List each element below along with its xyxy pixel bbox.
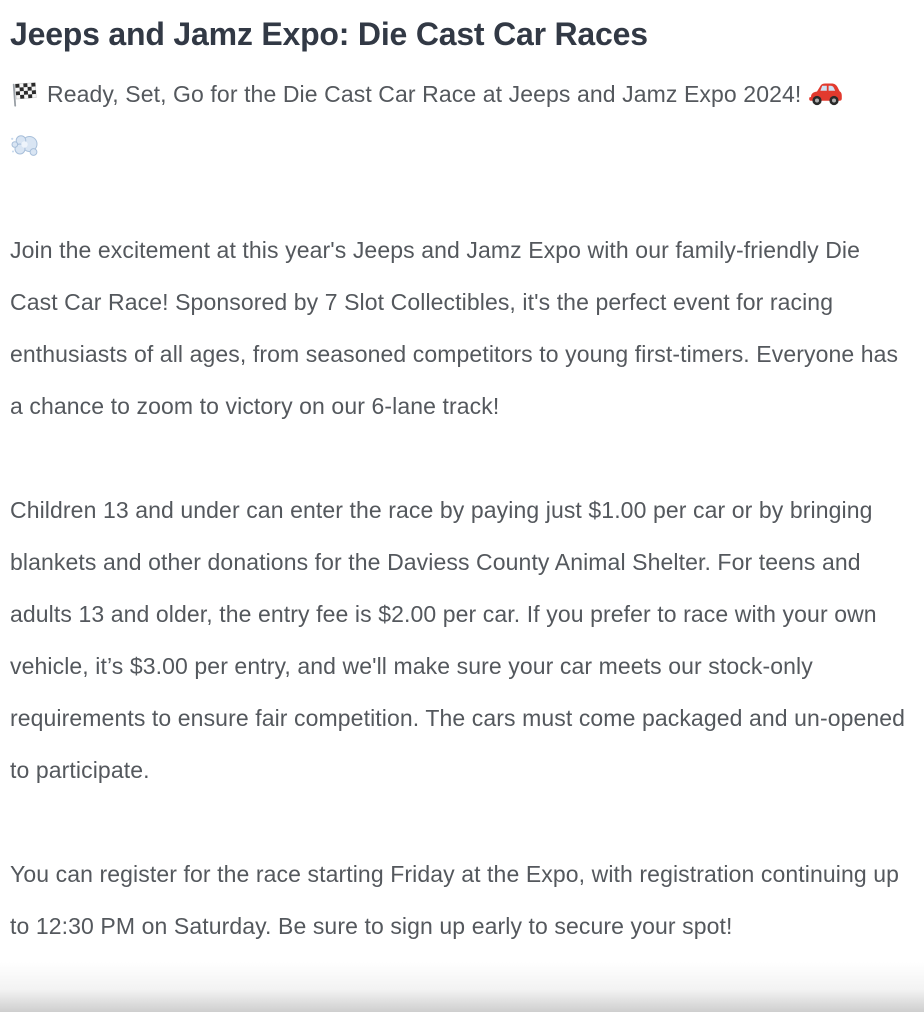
paragraph-event-overview: Join the excitement at this year's Jeeps and Jamz Expo with our family-friendly Die Cast Car Race! Sponsored by 7 Slot Collectibles, it's the perfect event for racing enthusiasts of all ages, from seasoned competitors to young first-timers. Everyone has a chance to zoom to victory on our 6-lane track!: [10, 237, 899, 419]
event-description-page: [10, 14, 914, 952]
red-car-icon: [808, 81, 842, 107]
intro-paragraph: [10, 68, 914, 172]
paragraph-registration: You can register for the race starting Friday at the Expo, with registration continuing up to 12:30 PM on Saturday. Be sure to sign up early to secure your spot!: [10, 861, 900, 939]
page-title: Jeeps and Jamz Expo: Die Cast Car Races: [10, 16, 648, 52]
bottom-fade-gradient: [0, 962, 924, 1012]
checkered-flag-icon: [10, 80, 38, 108]
dash-cloud-icon: [10, 131, 40, 161]
paragraph-entry-fees: Children 13 and under can enter the race by paying just $1.00 per car or by bringing blankets and other donations for the Daviess County Animal Shelter. For teens and adults 13 and older, the entry fee is $2.00 per car. If you prefer to race with your own vehicle, it’s $3.00 per entry, and we'll make sure your car meets our stock-only requirements to ensure fair competition. The cars must come packaged and un-opened to participate.: [10, 497, 906, 783]
intro-text: Ready, Set, Go for the Die Cast Car Race at Jeeps and Jamz Expo 2024!: [47, 81, 802, 107]
